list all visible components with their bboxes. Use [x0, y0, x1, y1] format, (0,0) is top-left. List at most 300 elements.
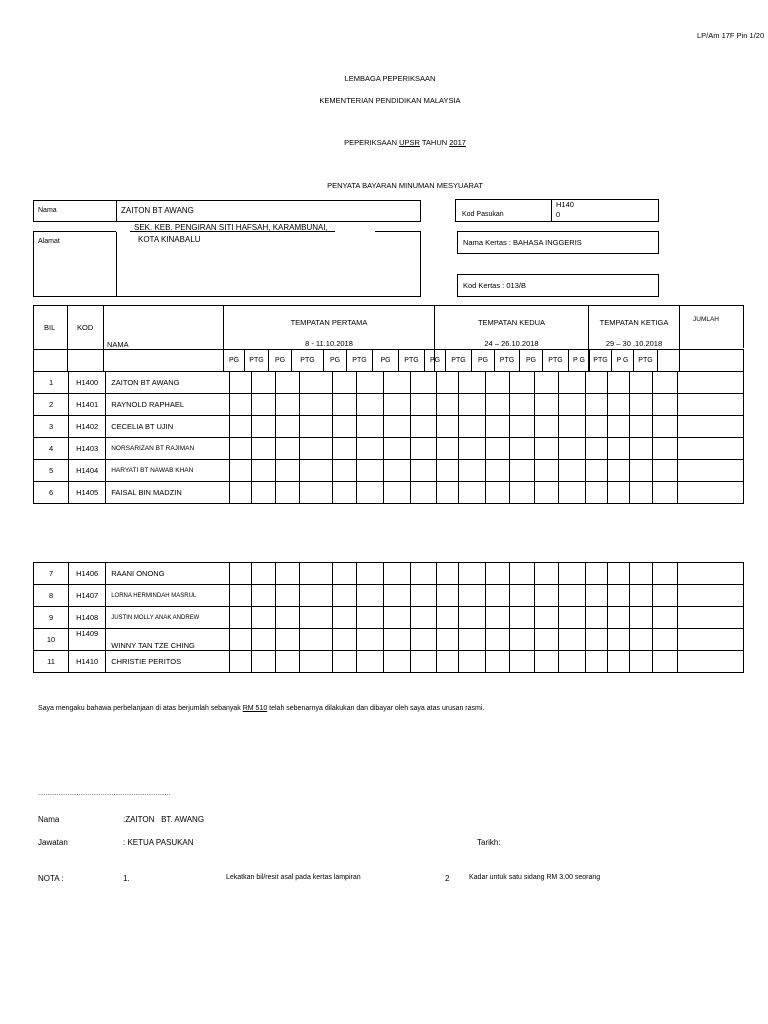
attendance-cell [410, 394, 437, 416]
attendance-cell [586, 482, 608, 504]
attendance-cell [437, 416, 459, 438]
attendance-cell [459, 460, 486, 482]
attendance-cell [230, 438, 252, 460]
attendance-cell [607, 629, 630, 651]
cell-nama: HARYATI BT NAWAB KHAN [106, 460, 230, 482]
nama-kertas: Nama Kertas : BAHASA INGGERIS [463, 238, 582, 247]
attendance-cell [509, 438, 535, 460]
tempatan-3-dates: 29 – 30 .10.2018 [605, 339, 663, 348]
attendance-cell [677, 438, 743, 460]
alamat-label: Alamat [38, 238, 60, 245]
attendance-cell [437, 651, 459, 673]
attendance-cell [509, 416, 535, 438]
declaration-pre: Saya mengaku bahawa perbelanjaan di atas berjumlah sebanyak [38, 705, 243, 712]
subheader-ptg: PTG [589, 350, 611, 371]
subheader-ptg: PTG [398, 350, 424, 371]
cell-bil: 10 [34, 629, 69, 651]
attendance-cell [485, 482, 509, 504]
attendance-cell [630, 394, 653, 416]
cell-kod: H1408 [69, 607, 106, 629]
document-title: PENYATA BAYARAN MINUMAN MESYUARAT [327, 181, 483, 190]
attendance-cell [509, 651, 535, 673]
attendance-cell [356, 585, 383, 607]
attendance-cell [300, 563, 333, 585]
cell-kod: H1406 [69, 563, 106, 585]
attendance-cell [276, 372, 300, 394]
attendance-cell [653, 416, 678, 438]
attendance-cell [459, 651, 486, 673]
attendance-cell [535, 416, 559, 438]
subheader-pg: PG [519, 350, 542, 371]
attendance-cell [586, 460, 608, 482]
table-row [34, 394, 744, 416]
attendance-cell [485, 438, 509, 460]
cell-bil: 1 [34, 372, 69, 394]
attendance-cell [559, 394, 586, 416]
attendance-cell [535, 438, 559, 460]
kod-pasukan-label: Kod Pasukan [462, 211, 504, 218]
subheader-pg: PG [372, 350, 398, 371]
attendance-cell [437, 482, 459, 504]
attendance-cell [230, 607, 252, 629]
attendance-cell [251, 629, 276, 651]
attendance-cell [607, 563, 630, 585]
cell-nama: ZAITON BT AWANG [106, 372, 230, 394]
cell-kod: H1400 [69, 372, 106, 394]
cell-kod: H1410 [69, 651, 106, 673]
subheader-pg: PG [323, 350, 346, 371]
attendance-cell [535, 460, 559, 482]
attendance-cell [333, 416, 357, 438]
subheader-ptg: PTG [346, 350, 372, 371]
attendance-cell [586, 651, 608, 673]
attendance-cell [485, 629, 509, 651]
attendance-cell [459, 629, 486, 651]
attendance-cell [356, 563, 383, 585]
attendance-cell [230, 585, 252, 607]
attendance-cell [410, 629, 437, 651]
attendance-cell [230, 651, 252, 673]
attendance-cell [559, 460, 586, 482]
attendance-cell [383, 460, 410, 482]
kod-kertas: Kod Kertas : 013/B [463, 281, 526, 290]
attendance-cell [559, 482, 586, 504]
exam-name: UPSR [399, 138, 420, 147]
attendance-cell [535, 651, 559, 673]
attendance-cell [276, 482, 300, 504]
attendance-cell [509, 563, 535, 585]
tempatan-2-dates: 24 – 26.10.2018 [484, 339, 539, 348]
col-nama-header: NAMA [107, 340, 129, 349]
attendance-cell [230, 394, 252, 416]
exam-year: 2017 [449, 138, 466, 147]
cell-kod: H1403 [69, 438, 106, 460]
attendance-cell [677, 416, 743, 438]
attendance-cell [607, 438, 630, 460]
attendance-cell [559, 607, 586, 629]
attendance-cell [586, 585, 608, 607]
tempatan-3-title: TEMPATAN KETIGA [599, 318, 669, 327]
nota-2-number: 2 [445, 874, 450, 883]
kod-pasukan-value-2: 0 [556, 210, 561, 219]
attendance-cell [356, 416, 383, 438]
attendance-cell [586, 372, 608, 394]
table-row [34, 438, 744, 460]
attendance-cell [300, 416, 333, 438]
attendance-cell [653, 438, 678, 460]
attendance-cell [559, 651, 586, 673]
attendance-cell [276, 438, 300, 460]
attendance-cell [356, 438, 383, 460]
attendance-cell [459, 438, 486, 460]
sign-jawatan-label: Jawatan [38, 838, 68, 847]
attendance-cell [607, 394, 630, 416]
attendance-cell [509, 607, 535, 629]
table-row [34, 607, 744, 629]
subheader-ptg: PTG [633, 350, 657, 371]
table-row [34, 416, 744, 438]
attendance-cell [586, 416, 608, 438]
attendance-cell [251, 460, 276, 482]
attendance-cell [653, 585, 678, 607]
subheader-pg: P G [611, 350, 633, 371]
attendance-cell [559, 563, 586, 585]
col-kod-header: KOD [77, 323, 94, 332]
alamat-box [33, 231, 421, 297]
attendance-cell [356, 607, 383, 629]
attendance-cell [607, 607, 630, 629]
attendance-cell [383, 563, 410, 585]
attendance-cell [333, 438, 357, 460]
exam-mid: TAHUN [419, 138, 450, 147]
attendance-cell [300, 651, 333, 673]
attendance-cell [276, 607, 300, 629]
attendance-cell [653, 460, 678, 482]
subheader-pg: P G [568, 350, 589, 371]
cell-nama: NORSARIZAN BT RAJIMAN [106, 438, 230, 460]
table-row [34, 482, 744, 504]
subheader-pg: PG [223, 350, 244, 371]
cell-bil: 3 [34, 416, 69, 438]
attendance-cell [230, 372, 252, 394]
table-row [34, 585, 744, 607]
attendance-cell [410, 460, 437, 482]
attendance-cell [410, 607, 437, 629]
attendance-cell [276, 394, 300, 416]
attendance-cell [276, 585, 300, 607]
attendance-cell [630, 629, 653, 651]
nota-2-text: Kadar untuk satu sidang RM 3.00 seorang [469, 874, 601, 881]
cell-bil: 4 [34, 438, 69, 460]
table-row [34, 372, 744, 394]
cell-bil: 9 [34, 607, 69, 629]
attendance-cell [459, 394, 486, 416]
attendance-cell [535, 394, 559, 416]
attendance-cell [300, 607, 333, 629]
attendance-cell [437, 629, 459, 651]
attendance-cell [383, 629, 410, 651]
attendance-cell [677, 607, 743, 629]
attendance-cell [630, 438, 653, 460]
attendance-cell [333, 629, 357, 651]
sign-tarikh-label: Tarikh: [477, 838, 501, 847]
cell-bil: 7 [34, 563, 69, 585]
attendance-cell [300, 438, 333, 460]
sign-nama-value: :ZAITON BT. AWANG [123, 815, 205, 824]
table-row [34, 651, 744, 673]
attendance-cell [630, 460, 653, 482]
cell-nama: CECELIA BT UJIN [106, 416, 230, 438]
attendance-cell [333, 460, 357, 482]
tempatan-1-dates: 8 - 11.10.2018 [305, 339, 353, 348]
attendance-cell [485, 585, 509, 607]
attendance-cell [410, 563, 437, 585]
cell-kod: H1402 [69, 416, 106, 438]
cell-kod: H1409 [69, 629, 106, 651]
signature-line: ……………………………………………………………… [38, 791, 170, 797]
cell-bil: 5 [34, 460, 69, 482]
nota-1-number: 1. [123, 874, 130, 883]
attendance-cell [485, 607, 509, 629]
attendance-cell [437, 585, 459, 607]
attendance-cell [383, 394, 410, 416]
attendance-cell [356, 629, 383, 651]
tempatan-1-title: TEMPATAN PERTAMA [290, 318, 368, 327]
attendance-cell [276, 460, 300, 482]
attendance-cell [653, 394, 678, 416]
cell-nama: CHRISTIE PERITOS [106, 651, 230, 673]
attendance-cell [653, 629, 678, 651]
subheader-pg: PG [471, 350, 494, 371]
attendance-cell [251, 607, 276, 629]
attendance-cell [230, 460, 252, 482]
attendance-cell [333, 372, 357, 394]
attendance-cell [509, 372, 535, 394]
attendance-cell [276, 416, 300, 438]
attendance-cell [251, 372, 276, 394]
attendance-cell [459, 607, 486, 629]
declaration-post: telah sebenarnya dilakukan dan dibayar oleh saya atas urusan rasmi. [267, 705, 485, 712]
attendance-cell [559, 372, 586, 394]
attendance-cell [356, 394, 383, 416]
kod-pasukan-value-1: H140 [556, 200, 574, 209]
exam-title [230, 138, 580, 147]
attendance-cell [677, 629, 743, 651]
attendance-cell [383, 651, 410, 673]
attendance-cell [607, 482, 630, 504]
table-row [34, 563, 744, 585]
table-row [34, 629, 744, 651]
attendance-cell [300, 482, 333, 504]
attendance-cell [276, 629, 300, 651]
attendance-cell [535, 607, 559, 629]
col-jumlah-header: JUMLAH [693, 316, 720, 323]
attendance-cell [586, 394, 608, 416]
attendance-cell [300, 372, 333, 394]
attendance-cell [437, 438, 459, 460]
attendance-cell [607, 651, 630, 673]
attendance-cell [586, 629, 608, 651]
attendance-cell [630, 563, 653, 585]
attendance-cell [410, 438, 437, 460]
attendance-cell [459, 482, 486, 504]
declaration-text [38, 705, 484, 712]
attendance-cell [485, 563, 509, 585]
attendance-cell [230, 482, 252, 504]
attendance-cell [356, 372, 383, 394]
attendance-cell [559, 629, 586, 651]
attendance-cell [251, 438, 276, 460]
attendance-cell [333, 394, 357, 416]
attendance-cell [383, 607, 410, 629]
attendance-cell [630, 607, 653, 629]
attendance-cell [410, 416, 437, 438]
attendance-cell [230, 416, 252, 438]
document-reference: LP/Am 17F Pin 1/20 [697, 31, 765, 40]
attendance-cell [410, 585, 437, 607]
attendance-cell [251, 563, 276, 585]
attendance-cell [485, 372, 509, 394]
cell-nama: LORNA HERMINDAH MASRUL [106, 585, 230, 607]
nama-box [33, 200, 421, 222]
alamat-line-2: KOTA KINABALU [138, 235, 201, 244]
attendance-cell [677, 563, 743, 585]
attendance-cell [383, 585, 410, 607]
attendance-cell [653, 372, 678, 394]
cell-bil: 8 [34, 585, 69, 607]
subheader-pg: PG [424, 350, 445, 371]
cell-bil: 11 [34, 651, 69, 673]
attendance-cell [677, 460, 743, 482]
attendance-cell [437, 372, 459, 394]
subheader-ptg: PTG [494, 350, 519, 371]
attendance-cell [509, 585, 535, 607]
attendance-cell [653, 482, 678, 504]
attendance-cell [276, 651, 300, 673]
subheader-ptg: PTG [445, 350, 471, 371]
exam-prefix: PEPERIKSAAN [344, 138, 400, 147]
subheader-ptg: PTG [244, 350, 268, 371]
attendance-cell [653, 607, 678, 629]
attendance-cell [509, 460, 535, 482]
nama-label: Nama [38, 207, 57, 214]
attendance-cell [333, 585, 357, 607]
attendance-cell [653, 563, 678, 585]
attendance-cell [653, 651, 678, 673]
attendance-cell [410, 372, 437, 394]
subheader-ptg: PTG [542, 350, 568, 371]
cell-kod: H1407 [69, 585, 106, 607]
attendance-cell [437, 563, 459, 585]
cell-kod: H1405 [69, 482, 106, 504]
attendance-cell [437, 607, 459, 629]
attendance-cell [300, 394, 333, 416]
attendance-cell [383, 372, 410, 394]
attendance-cell [607, 585, 630, 607]
attendance-cell [509, 482, 535, 504]
attendance-cell [535, 482, 559, 504]
attendance-cell [630, 372, 653, 394]
attendance-cell [459, 563, 486, 585]
attendance-cell [333, 607, 357, 629]
attendance-cell [535, 629, 559, 651]
sign-nama-label: Nama [38, 815, 60, 824]
declaration-amount: RM 510 [242, 705, 268, 712]
cell-nama: WINNY TAN TZE CHING [106, 629, 230, 651]
cell-nama: RAYNOLD RAPHAEL [106, 394, 230, 416]
attendance-cell [559, 438, 586, 460]
attendance-cell [459, 585, 486, 607]
cell-bil: 6 [34, 482, 69, 504]
attendance-cell [251, 482, 276, 504]
attendance-cell [677, 394, 743, 416]
tempatan-2-title: TEMPATAN KEDUA [477, 318, 546, 327]
attendance-cell [607, 416, 630, 438]
attendance-cell [535, 563, 559, 585]
nota-label: NOTA : [38, 874, 64, 883]
attendance-cell [677, 372, 743, 394]
attendance-cell [230, 563, 252, 585]
attendance-cell [356, 460, 383, 482]
attendance-cell [559, 585, 586, 607]
attendance-cell [677, 651, 743, 673]
attendance-cell [333, 482, 357, 504]
alamat-line-1: SEK. KEB. PENGIRAN SITI HAFSAH, KARAMBUNAI, [134, 223, 328, 232]
cell-kod: H1401 [69, 394, 106, 416]
attendance-cell [485, 416, 509, 438]
subheader-pg: PG [268, 350, 291, 371]
attendance-cell [251, 394, 276, 416]
attendance-cell [437, 394, 459, 416]
attendance-cell [383, 416, 410, 438]
attendance-cell [383, 482, 410, 504]
cell-nama: FAISAL BIN MADZIN [106, 482, 230, 504]
attendance-cell [251, 585, 276, 607]
attendance-cell [630, 585, 653, 607]
col-bil-header: BIL [44, 323, 56, 332]
attendance-cell [485, 460, 509, 482]
attendance-cell [586, 563, 608, 585]
attendance-cell [485, 651, 509, 673]
cell-nama: RAANI ONONG [106, 563, 230, 585]
attendance-cell [630, 482, 653, 504]
attendance-cell [356, 651, 383, 673]
nama-value: ZAITON BT AWANG [121, 206, 194, 215]
attendance-cell [559, 416, 586, 438]
attendance-cell [630, 651, 653, 673]
subheader-ptg: PTG [291, 350, 323, 371]
attendance-cell [677, 482, 743, 504]
attendance-cell [276, 563, 300, 585]
attendance-cell [586, 607, 608, 629]
cell-bil: 2 [34, 394, 69, 416]
attendance-cell [333, 563, 357, 585]
attendance-cell [230, 629, 252, 651]
attendance-cell [586, 438, 608, 460]
attendance-cell [410, 651, 437, 673]
attendance-cell [459, 416, 486, 438]
table-row [34, 460, 744, 482]
attendance-cell [300, 629, 333, 651]
attendance-cell [300, 585, 333, 607]
attendance-cell [677, 585, 743, 607]
org-line-1: LEMBAGA PEPERIKSAAN [344, 74, 436, 83]
attendance-cell [459, 372, 486, 394]
attendance-cell [333, 651, 357, 673]
nota-1-text: Lekatkan bil/resit asal pada kertas lampiran [226, 874, 361, 881]
attendance-cell [535, 372, 559, 394]
org-line-2: KEMENTERIAN PENDIDIKAN MALAYSIA [319, 96, 461, 105]
